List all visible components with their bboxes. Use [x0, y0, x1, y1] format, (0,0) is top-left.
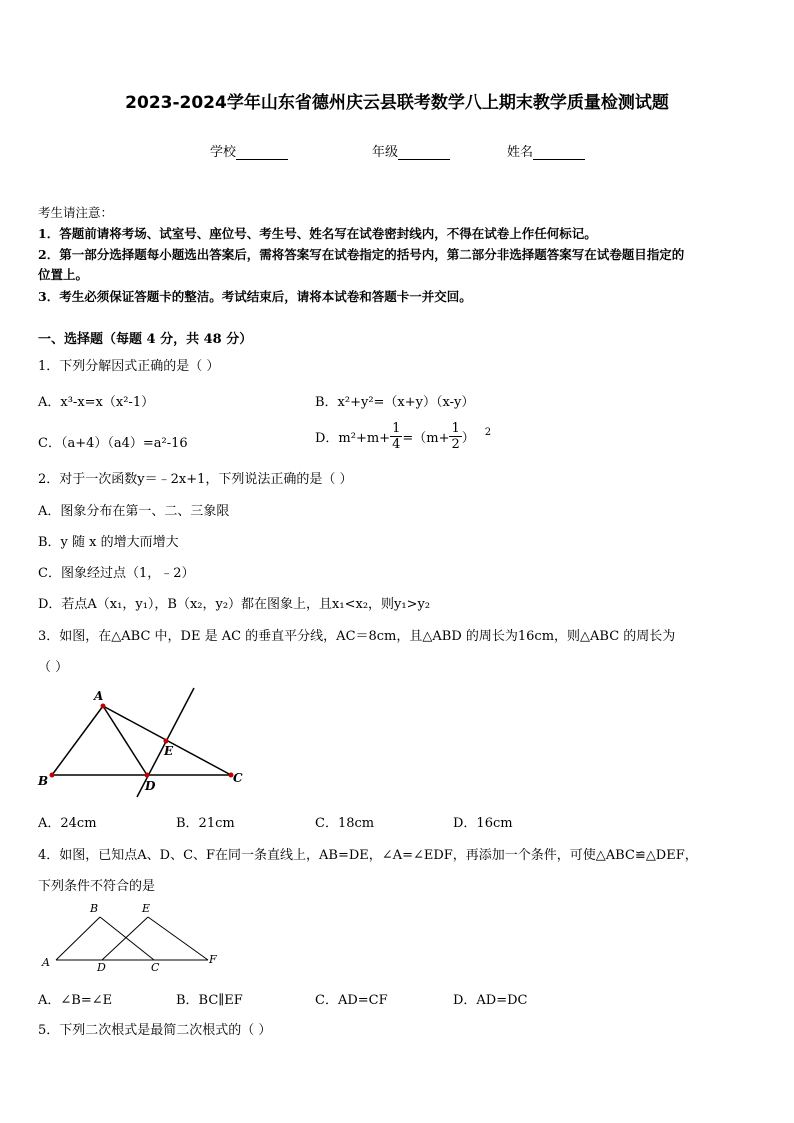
q3-point-d: [145, 773, 150, 778]
q1-d-mid: =（m+: [402, 431, 450, 446]
q3-label-c: C: [233, 771, 243, 785]
q4-segment-bc: [100, 917, 154, 960]
q5-stem: 5．下列二次根式是最简二次根式的（ ）: [38, 1023, 272, 1038]
q1-d-prefix: D．m²+m+: [315, 431, 391, 446]
notice-heading: 考生请注意：: [38, 205, 114, 220]
page-title: 2023-2024学年山东省德州庆云县联考数学八上期末教学质量检测试题: [125, 93, 669, 113]
q4-option-d[interactable]: D．AD=DC: [453, 993, 528, 1008]
q1-d-fraction-1: $\frac{1}{4}$: [392, 421, 401, 452]
q1-option-b[interactable]: B．x²+y²=（x+y）（x-y）: [315, 395, 475, 410]
q1-option-c[interactable]: C．（a+4）（a4）=a²-16: [38, 436, 188, 451]
notice-item-1: 1．答题前请将考场、试室号、座位号、考生号、姓名写在试卷密封线内，不得在试卷上作任何标记。: [38, 226, 597, 241]
q3-option-b[interactable]: B．21cm: [176, 816, 235, 831]
q1-option-a[interactable]: A．x³-x=x（x²-1）: [38, 395, 155, 410]
q3-option-d[interactable]: D．16cm: [453, 816, 513, 831]
q4-stem-cont: 下列条件不符合的是: [38, 879, 156, 894]
q3-label-b: B: [38, 774, 49, 788]
q1-stem: 1．下列分解因式正确的是（ ）: [38, 359, 220, 374]
q3-point-a: [101, 704, 106, 709]
q4-option-a[interactable]: A．∠B=∠E: [38, 993, 113, 1008]
q2-option-b[interactable]: B．y 随 x 的增大而增大: [38, 535, 179, 550]
name-field[interactable]: [507, 141, 585, 160]
q4-label-e: E: [142, 902, 151, 915]
name-label: 姓名: [507, 145, 534, 160]
q4-option-b[interactable]: B．BC∥EF: [176, 993, 243, 1008]
section-heading: 一、选择题（每题 4 分，共 48 分）: [38, 332, 253, 347]
q3-label-d: D: [145, 779, 156, 793]
q3-segment-ad: [103, 706, 147, 775]
q2-option-d[interactable]: D．若点A（x₁，y₁），B（x₂，y₂）都在图象上，且x₁<x₂，则y₁>y₂: [38, 597, 431, 612]
q3-triangle-figure: [30, 684, 260, 804]
q1-option-d[interactable]: [315, 421, 491, 452]
q2-option-c[interactable]: C．图象经过点（1，﹣2）: [38, 566, 195, 581]
q4-option-c[interactable]: C．AD=CF: [315, 993, 388, 1008]
q3-segment-ab: [52, 706, 103, 775]
q3-label-a: A: [94, 689, 104, 703]
q3-point-b: [50, 773, 55, 778]
q4-segment-ab: [56, 917, 100, 960]
q1-d-suffix: ）: [461, 431, 475, 446]
q4-label-d: D: [97, 961, 106, 974]
q1-d-fraction-2: $\frac{1}{2}$: [451, 421, 460, 452]
grade-field[interactable]: [372, 141, 450, 160]
school-label: 学校: [210, 145, 237, 160]
school-field[interactable]: [210, 141, 288, 160]
q3-option-c[interactable]: C．18cm: [315, 816, 375, 831]
notice-item-3: 3．考生必须保证答题卡的整洁。考试结束后，请将本试卷和答题卡一并交回。: [38, 289, 472, 304]
q3-stem: 3．如图，在△ABC 中，DE 是 AC 的垂直平分线，AC＝8cm，且△ABD 的周长为16cm，则△ABC 的周长为: [38, 629, 676, 644]
q2-option-a[interactable]: A．图象分布在第一、二、三象限: [38, 504, 230, 519]
q3-point-e: [164, 739, 169, 744]
q4-segment-ef: [148, 917, 208, 960]
q3-label-e: E: [164, 744, 174, 758]
q4-label-f: F: [209, 953, 217, 966]
q4-label-c: C: [151, 961, 160, 974]
q3-option-a[interactable]: A．24cm: [38, 816, 97, 831]
grade-label: 年级: [372, 145, 399, 160]
q4-label-b: B: [90, 902, 99, 915]
q4-label-a: A: [42, 956, 50, 969]
q4-triangles-figure: [38, 900, 228, 978]
notice-item-2: 2．第一部分选择题每小题选出答案后，需将答案写在试卷指定的括号内，第二部分非选择题答案写在试卷题目指定的: [38, 247, 685, 262]
q3-stem-cont: （ ）: [38, 660, 69, 675]
q1-d-exponent: 2: [484, 426, 492, 438]
q2-stem: 2．对于一次函数y＝﹣2x+1，下列说法正确的是（ ）: [38, 472, 353, 487]
notice-item-2-cont: 位置上。: [38, 267, 89, 282]
q4-stem: 4．如图，已知点A、D、C、F在同一条直线上，AB=DE，∠A=∠EDF，再添加一个条件，可使△ABC≌△DEF，: [38, 848, 698, 863]
